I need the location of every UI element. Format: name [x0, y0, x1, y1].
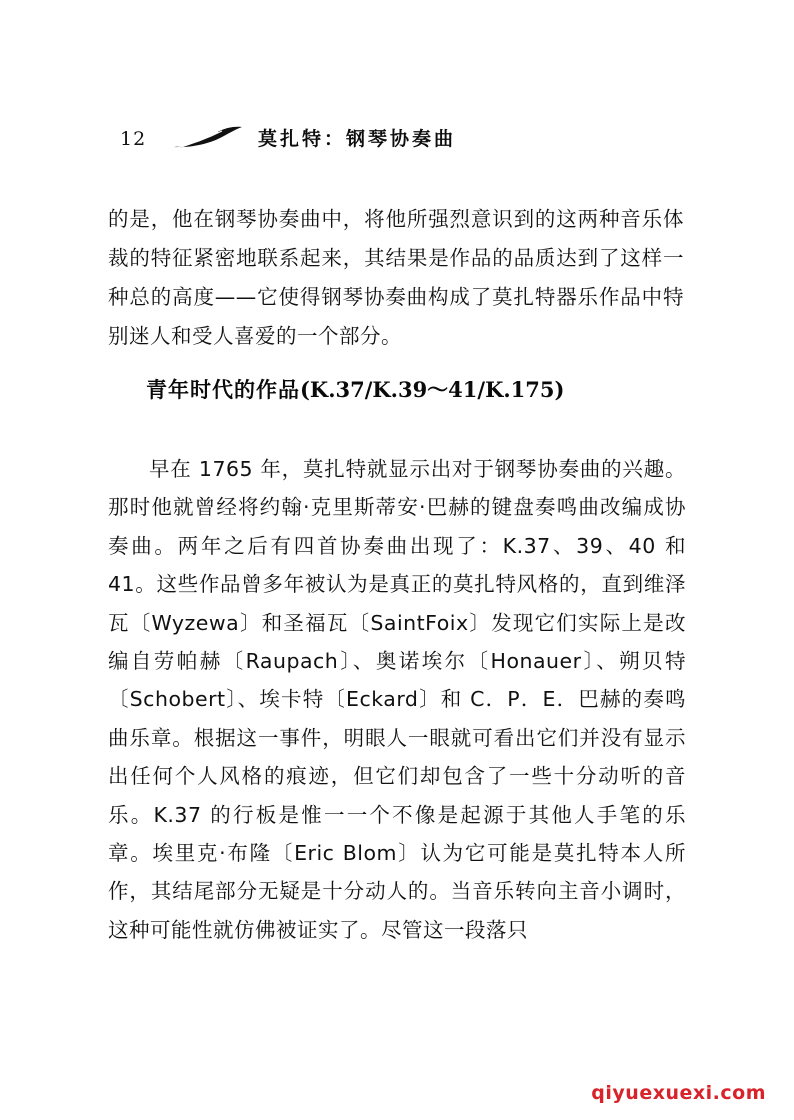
- chapter-title: 莫扎特：钢琴协奏曲: [258, 128, 457, 150]
- opening-paragraph: 的是，他在钢琴协奏曲中，将他所强烈意识到的这两种音乐体裁的特征紧密地联系起来，其结果是作品的品质达到了这样一种总的高度——它使得钢琴协奏曲构成了莫扎特器乐作品中特别迷人和受人喜爱的一个部分。: [108, 207, 684, 348]
- main-paragraph-block: [108, 450, 686, 949]
- section-heading: [146, 374, 686, 404]
- main-paragraph: 早在 1765 年，莫扎特就显示出对于钢琴协奏曲的兴趣。那时他就曾经将约翰·克里斯蒂安·巴赫的键盘奏鸣曲改编成协奏曲。两年之后有四首协奏曲出现了：K.37、39、40 和 41。这些作品曾多年被认为是真正的莫扎特风格的，直到维泽瓦〔Wyzewa〕和圣福瓦〔SaintFoix〕发现它们实际上是改编自劳帕赫〔Raupach〕、奥诺埃尔〔Honauer〕、朔贝特〔Schobert〕、埃卡特〔Eckard〕和 C．P．E．巴赫的奏鸣曲乐章。根据这一事件，明眼人一眼就可看出它们并没有显示出任何个人风格的痕迹，但它们却包含了一些十分动听的音乐。K.37 的行板是惟一一个不像是起源于其他人手笔的乐章。埃里克·布隆〔Eric Blom〕认为它可能是莫扎特本人所作，其结尾部分无疑是十分动人的。当音乐转向主音小调时，这种可能性就仿佛被证实了。尽管这一段落只: [108, 457, 686, 942]
- running-head: [120, 120, 680, 160]
- feather-quill-ornament-icon: [172, 126, 246, 150]
- watermark: [591, 1082, 766, 1104]
- opening-paragraph-block: [108, 200, 684, 356]
- page-number: 12: [120, 128, 147, 150]
- watermark-text: qiyuexuexi: [591, 1082, 713, 1104]
- section-heading-text: 青年时代的作品: [146, 378, 300, 402]
- section-heading-range: (K.37/K.39～41/K.175): [300, 377, 565, 402]
- watermark-suffix: .com: [712, 1082, 766, 1104]
